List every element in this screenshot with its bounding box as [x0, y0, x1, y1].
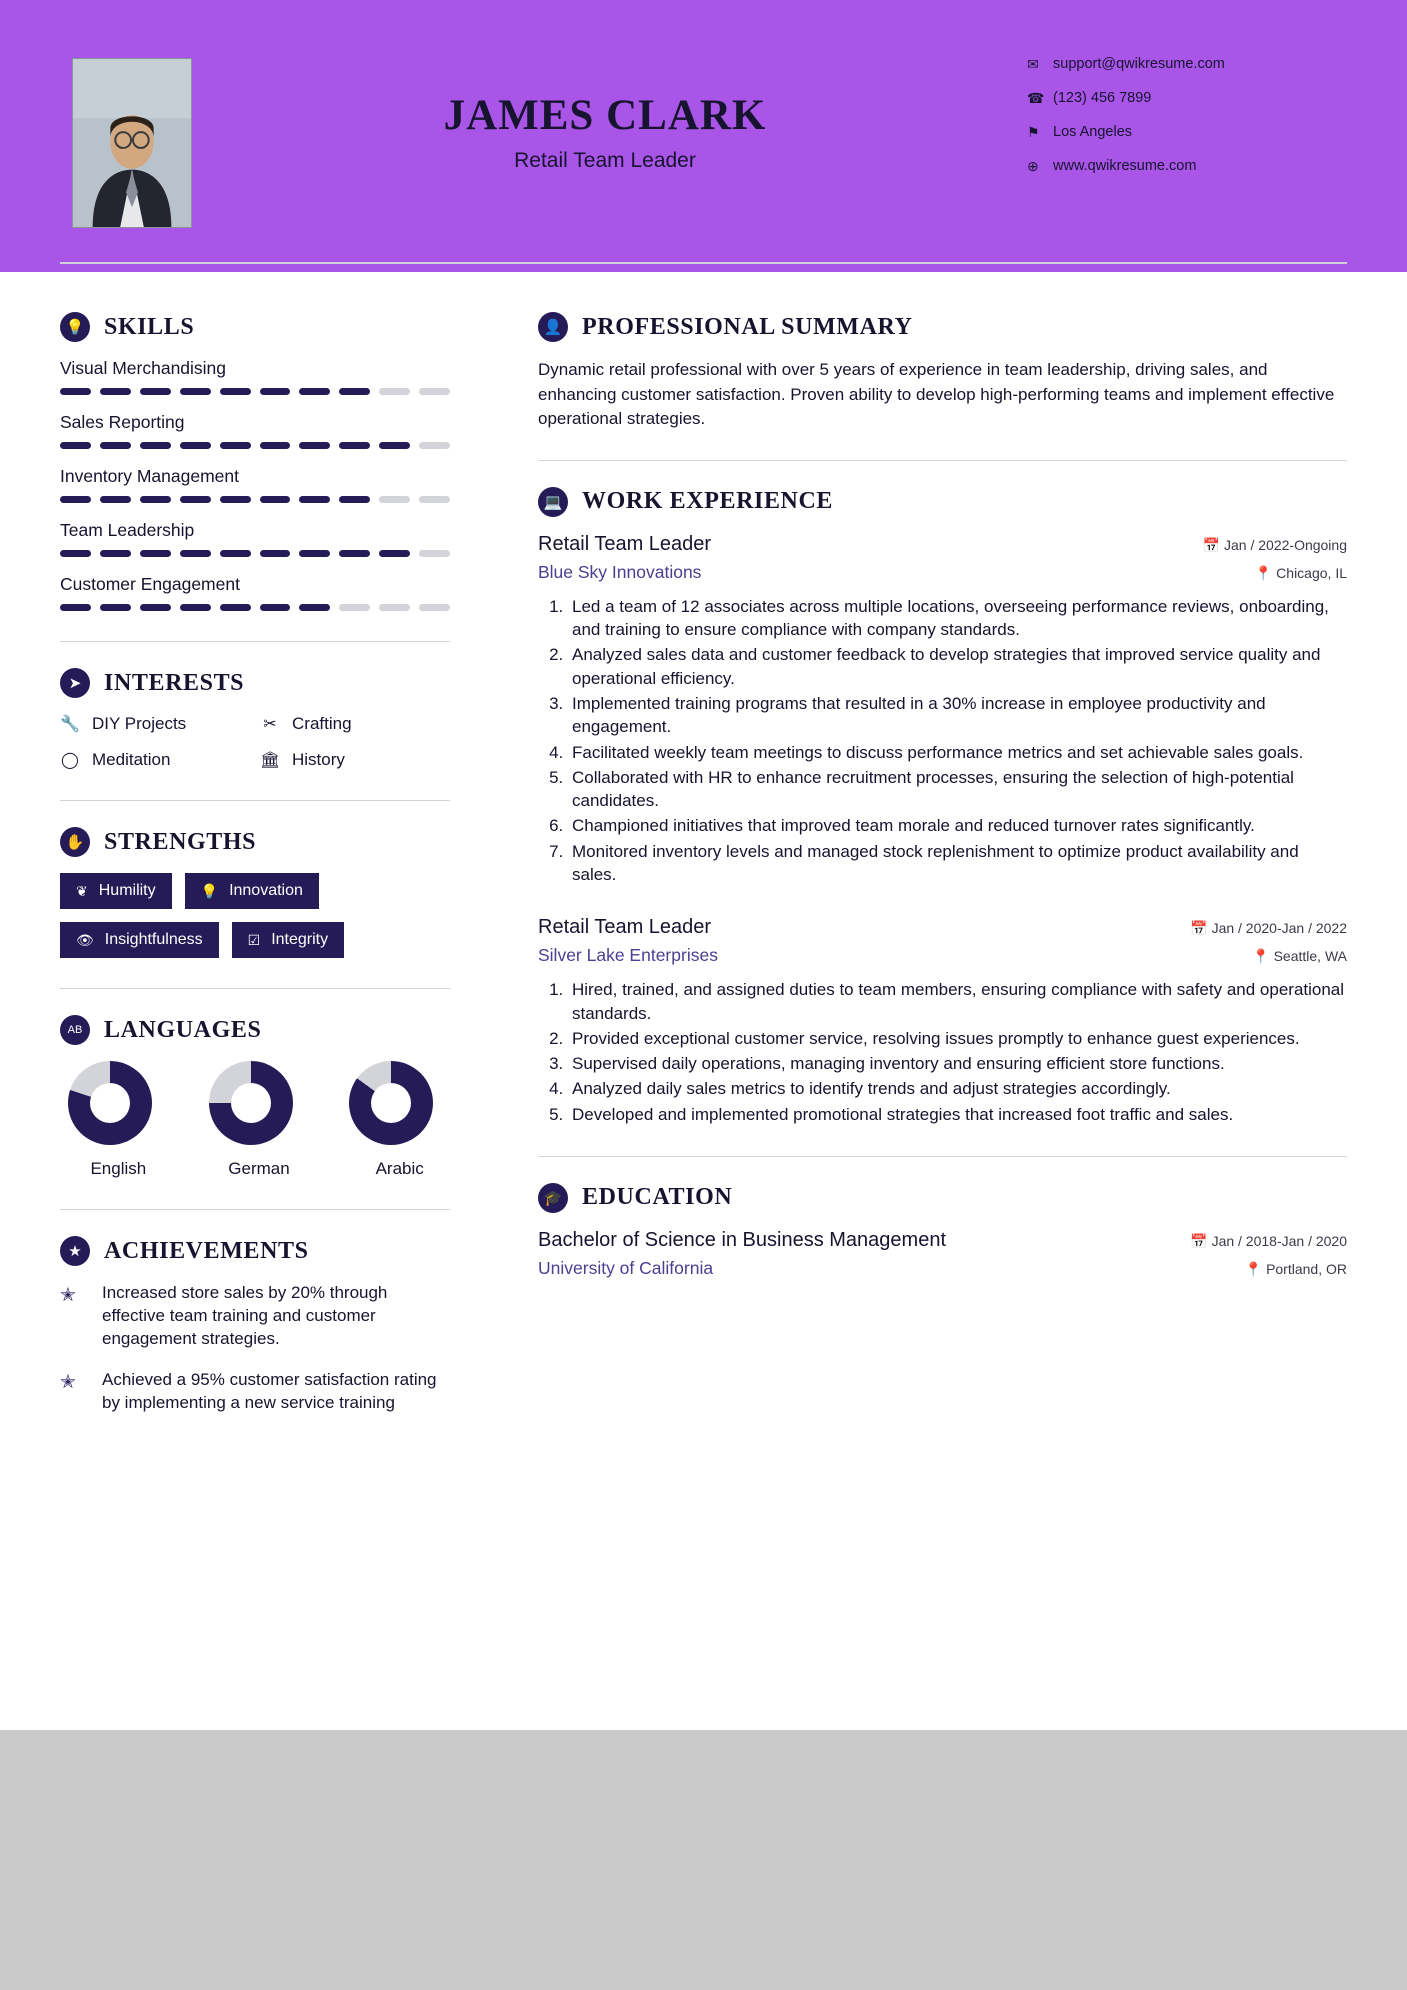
- contact-phone-text: (123) 456 7899: [1053, 90, 1152, 106]
- contact-location: [1027, 123, 1347, 141]
- strength-chip: [60, 922, 219, 958]
- job-title: Retail Team Leader: [538, 916, 712, 939]
- job-date: [1203, 537, 1347, 554]
- interest-label: DIY Projects: [92, 714, 187, 733]
- job-bullet: 5. Collaborated with HR to enhance recruitment processes, ensuring the selection of high-potential candidates.: [568, 766, 1347, 813]
- language-donut: [349, 1061, 433, 1145]
- desktop-icon: 💻: [538, 487, 568, 517]
- language-item: [209, 1061, 310, 1179]
- achievement-text: Increased store sales by 20% through effective team training and customer engagement strategies.: [102, 1283, 388, 1348]
- section-professional-summary: [538, 312, 1347, 432]
- job-date-text: Jan / 2020-Jan / 2022: [1211, 920, 1347, 937]
- job-bullets: [538, 978, 1347, 1126]
- strength-label: Insightfulness: [104, 931, 203, 948]
- resume-body: [0, 272, 1407, 1433]
- interest-label: History: [292, 750, 345, 769]
- job-date: [1190, 920, 1347, 937]
- skill-rating: [60, 442, 450, 449]
- skill-item: [60, 520, 450, 557]
- section-interests: [60, 668, 450, 770]
- envelope-icon: ✉: [1027, 55, 1039, 72]
- section-work-experience: [538, 487, 1347, 1126]
- skill-item: [60, 466, 450, 503]
- job-bullet: 4. Facilitated weekly team meetings to discuss performance metrics and set achievable sales goals.: [568, 741, 1347, 764]
- skills-header: [60, 312, 450, 342]
- skill-item: [60, 358, 450, 395]
- skill-item: [60, 412, 450, 449]
- lightbulb-icon: 💡: [200, 883, 219, 899]
- eye-icon: 👁: [76, 932, 94, 948]
- language-label: English: [90, 1159, 147, 1178]
- scissors-icon: ✂: [263, 716, 277, 733]
- name-block: [255, 92, 955, 173]
- section-languages: [60, 1015, 450, 1179]
- interest-item: [260, 750, 450, 770]
- job-date-text: Jan / 2022-Ongoing: [1224, 536, 1347, 553]
- language-label: German: [228, 1159, 290, 1178]
- section-strengths: [60, 827, 450, 958]
- strengths-header: [60, 827, 450, 857]
- candidate-role: Retail Team Leader: [514, 149, 696, 173]
- section-skills: [60, 312, 450, 611]
- job-location-text: Seattle, WA: [1273, 948, 1347, 965]
- strength-label: Integrity: [271, 931, 329, 948]
- page-background-bottom: [0, 1730, 1407, 1990]
- main-divider: [538, 1156, 1347, 1157]
- leaf-icon: ❦: [76, 883, 88, 899]
- graduation-icon: 🎓: [538, 1183, 568, 1213]
- job-bullet: 2. Analyzed sales data and customer feedback to develop strategies that improved service quality and operational efficiency.: [568, 643, 1347, 690]
- calendar-icon: 📅: [1190, 1232, 1208, 1249]
- wrench-icon: 🔧: [60, 716, 80, 733]
- education-location: [1245, 1261, 1347, 1278]
- interest-label: Crafting: [292, 714, 352, 733]
- location-pin-icon: 📍: [1254, 564, 1273, 581]
- job-entry: [538, 916, 1347, 1126]
- sidebar-divider: [60, 1209, 450, 1210]
- education-school: University of California: [538, 1257, 714, 1278]
- job-bullet: 3. Implemented training programs that resulted in a 30% increase in employee productivity and engagement.: [568, 692, 1347, 739]
- resume-header: [0, 0, 1407, 272]
- location-pin-icon: 📍: [1252, 948, 1270, 965]
- education-date-text: Jan / 2018-Jan / 2020: [1211, 1232, 1347, 1249]
- job-bullet: 1. Led a team of 12 associates across multiple locations, overseeing performance reviews, onboarding, and training to ensure compliance with company standards.: [568, 595, 1347, 642]
- bank-icon: 🏛: [260, 752, 281, 769]
- achievement-item: [60, 1369, 450, 1415]
- job-title: Retail Team Leader: [538, 532, 712, 555]
- interest-item: [60, 714, 250, 734]
- job-location: [1255, 565, 1347, 582]
- language-label: Arabic: [375, 1159, 424, 1178]
- calendar-icon: 📅: [1190, 920, 1208, 937]
- job-entry: [538, 533, 1347, 886]
- strength-chip: [185, 873, 319, 909]
- job-company: Blue Sky Innovations: [538, 561, 702, 582]
- achievement-text: Achieved a 95% customer satisfaction rating by implementing a new service training: [102, 1369, 437, 1412]
- language-item: [68, 1061, 169, 1179]
- phone-icon: ☎: [1027, 89, 1045, 106]
- summary-header: [538, 312, 1347, 342]
- skill-label: Inventory Management: [60, 466, 239, 486]
- job-bullet: 2. Provided exceptional customer service, resolving issues promptly to enhance guest experiences.: [568, 1027, 1347, 1050]
- section-education: [538, 1183, 1347, 1279]
- skill-label: Customer Engagement: [60, 574, 240, 594]
- interest-item: [60, 750, 250, 770]
- experience-title: WORK EXPERIENCE: [582, 488, 834, 515]
- job-bullet: 6. Championed initiatives that improved team morale and reduced turnover rates significantly.: [568, 814, 1347, 837]
- circle-icon: ◯: [61, 752, 79, 769]
- interest-label: Meditation: [92, 750, 171, 769]
- contact-phone[interactable]: [1027, 89, 1347, 107]
- contact-email-text: support@qwikresume.com: [1053, 56, 1225, 72]
- education-entry: [538, 1229, 1347, 1279]
- lightbulb-icon: 💡: [60, 312, 90, 342]
- skill-label: Team Leadership: [60, 520, 195, 540]
- profile-photo: [72, 58, 192, 228]
- strength-chip: [232, 922, 344, 958]
- sidebar-divider: [60, 641, 450, 642]
- education-location-text: Portland, OR: [1266, 1260, 1347, 1277]
- ab-translate-icon: AB: [60, 1015, 90, 1045]
- job-company: Silver Lake Enterprises: [538, 945, 718, 966]
- achievement-item: [60, 1282, 450, 1351]
- contact-email[interactable]: [1027, 55, 1347, 73]
- main-column: [500, 294, 1407, 1433]
- main-divider: [538, 460, 1347, 461]
- location-pin-icon: ⚑: [1027, 123, 1040, 140]
- skill-label: Sales Reporting: [60, 412, 185, 432]
- job-bullets: [538, 595, 1347, 886]
- contact-location-text: Los Angeles: [1053, 124, 1133, 140]
- star-icon: ✭: [60, 1371, 76, 1393]
- sidebar-divider: [60, 800, 450, 801]
- header-divider: [60, 262, 1347, 264]
- achievements-title: ACHIEVEMENTS: [104, 1237, 309, 1264]
- summary-text: Dynamic retail professional with over 5 years of experience in team leadership, driving sales, and enhancing customer satisfaction. Proven ability to develop high-performing teams and implement effective operational strategies.: [538, 360, 1335, 429]
- job-location-text: Chicago, IL: [1276, 564, 1347, 581]
- contact-website-text: www.qwikresume.com: [1053, 158, 1197, 174]
- sidebar-divider: [60, 988, 450, 989]
- education-degree: Bachelor of Science in Business Management: [538, 1228, 947, 1251]
- star-icon: ✭: [60, 1285, 76, 1306]
- candidate-name: JAMES CLARK: [443, 92, 767, 139]
- summary-title: PROFESSIONAL SUMMARY: [582, 313, 913, 340]
- section-achievements: [60, 1236, 450, 1415]
- globe-icon: ⊕: [1027, 157, 1039, 174]
- experience-header: [538, 487, 1347, 517]
- interests-title: INTERESTS: [104, 669, 245, 696]
- skill-rating: [60, 388, 450, 395]
- skills-title: SKILLS: [104, 313, 195, 340]
- education-title: EDUCATION: [582, 1184, 733, 1211]
- education-header: [538, 1183, 1347, 1213]
- skill-item: [60, 574, 450, 611]
- strength-label: Humility: [98, 882, 156, 899]
- sidebar: [0, 294, 500, 1433]
- job-bullet: 3. Supervised daily operations, managing inventory and ensuring efficient store functions.: [568, 1052, 1347, 1075]
- languages-title: LANGUAGES: [104, 1016, 262, 1043]
- job-bullet: 4. Analyzed daily sales metrics to identify trends and adjust strategies accordingly.: [568, 1077, 1347, 1100]
- fist-icon: ✋: [60, 827, 90, 857]
- language-donut: [209, 1061, 293, 1145]
- location-pin-icon: 📍: [1244, 1260, 1263, 1277]
- language-donut: [68, 1061, 152, 1145]
- strength-label: Innovation: [229, 882, 303, 899]
- job-bullet: 1. Hired, trained, and assigned duties to team members, ensuring compliance with safety and operational standards.: [568, 978, 1347, 1025]
- languages-header: [60, 1015, 450, 1045]
- check-box-icon: ☑: [247, 932, 261, 948]
- job-bullet: 5. Developed and implemented promotional strategies that increased foot traffic and sales.: [568, 1103, 1347, 1126]
- contact-list: [1027, 55, 1347, 191]
- achievements-header: [60, 1236, 450, 1266]
- job-bullet: 7. Monitored inventory levels and managed stock replenishment to optimize product availability and sales.: [568, 840, 1347, 887]
- person-circle-icon: 👤: [538, 312, 568, 342]
- skill-rating: [60, 604, 450, 611]
- interests-header: [60, 668, 450, 698]
- interest-item: [260, 714, 450, 734]
- skill-rating: [60, 550, 450, 557]
- job-location: [1252, 948, 1347, 965]
- strengths-title: STRENGTHS: [104, 828, 257, 855]
- paper-plane-icon: ➤: [60, 668, 90, 698]
- language-item: [349, 1061, 450, 1179]
- strength-chip: [60, 873, 172, 909]
- calendar-icon: 📅: [1202, 536, 1221, 553]
- education-date: [1190, 1233, 1347, 1250]
- skill-rating: [60, 496, 450, 503]
- skill-label: Visual Merchandising: [60, 358, 227, 378]
- star-badge-icon: ★: [60, 1236, 90, 1266]
- contact-website[interactable]: [1027, 157, 1347, 175]
